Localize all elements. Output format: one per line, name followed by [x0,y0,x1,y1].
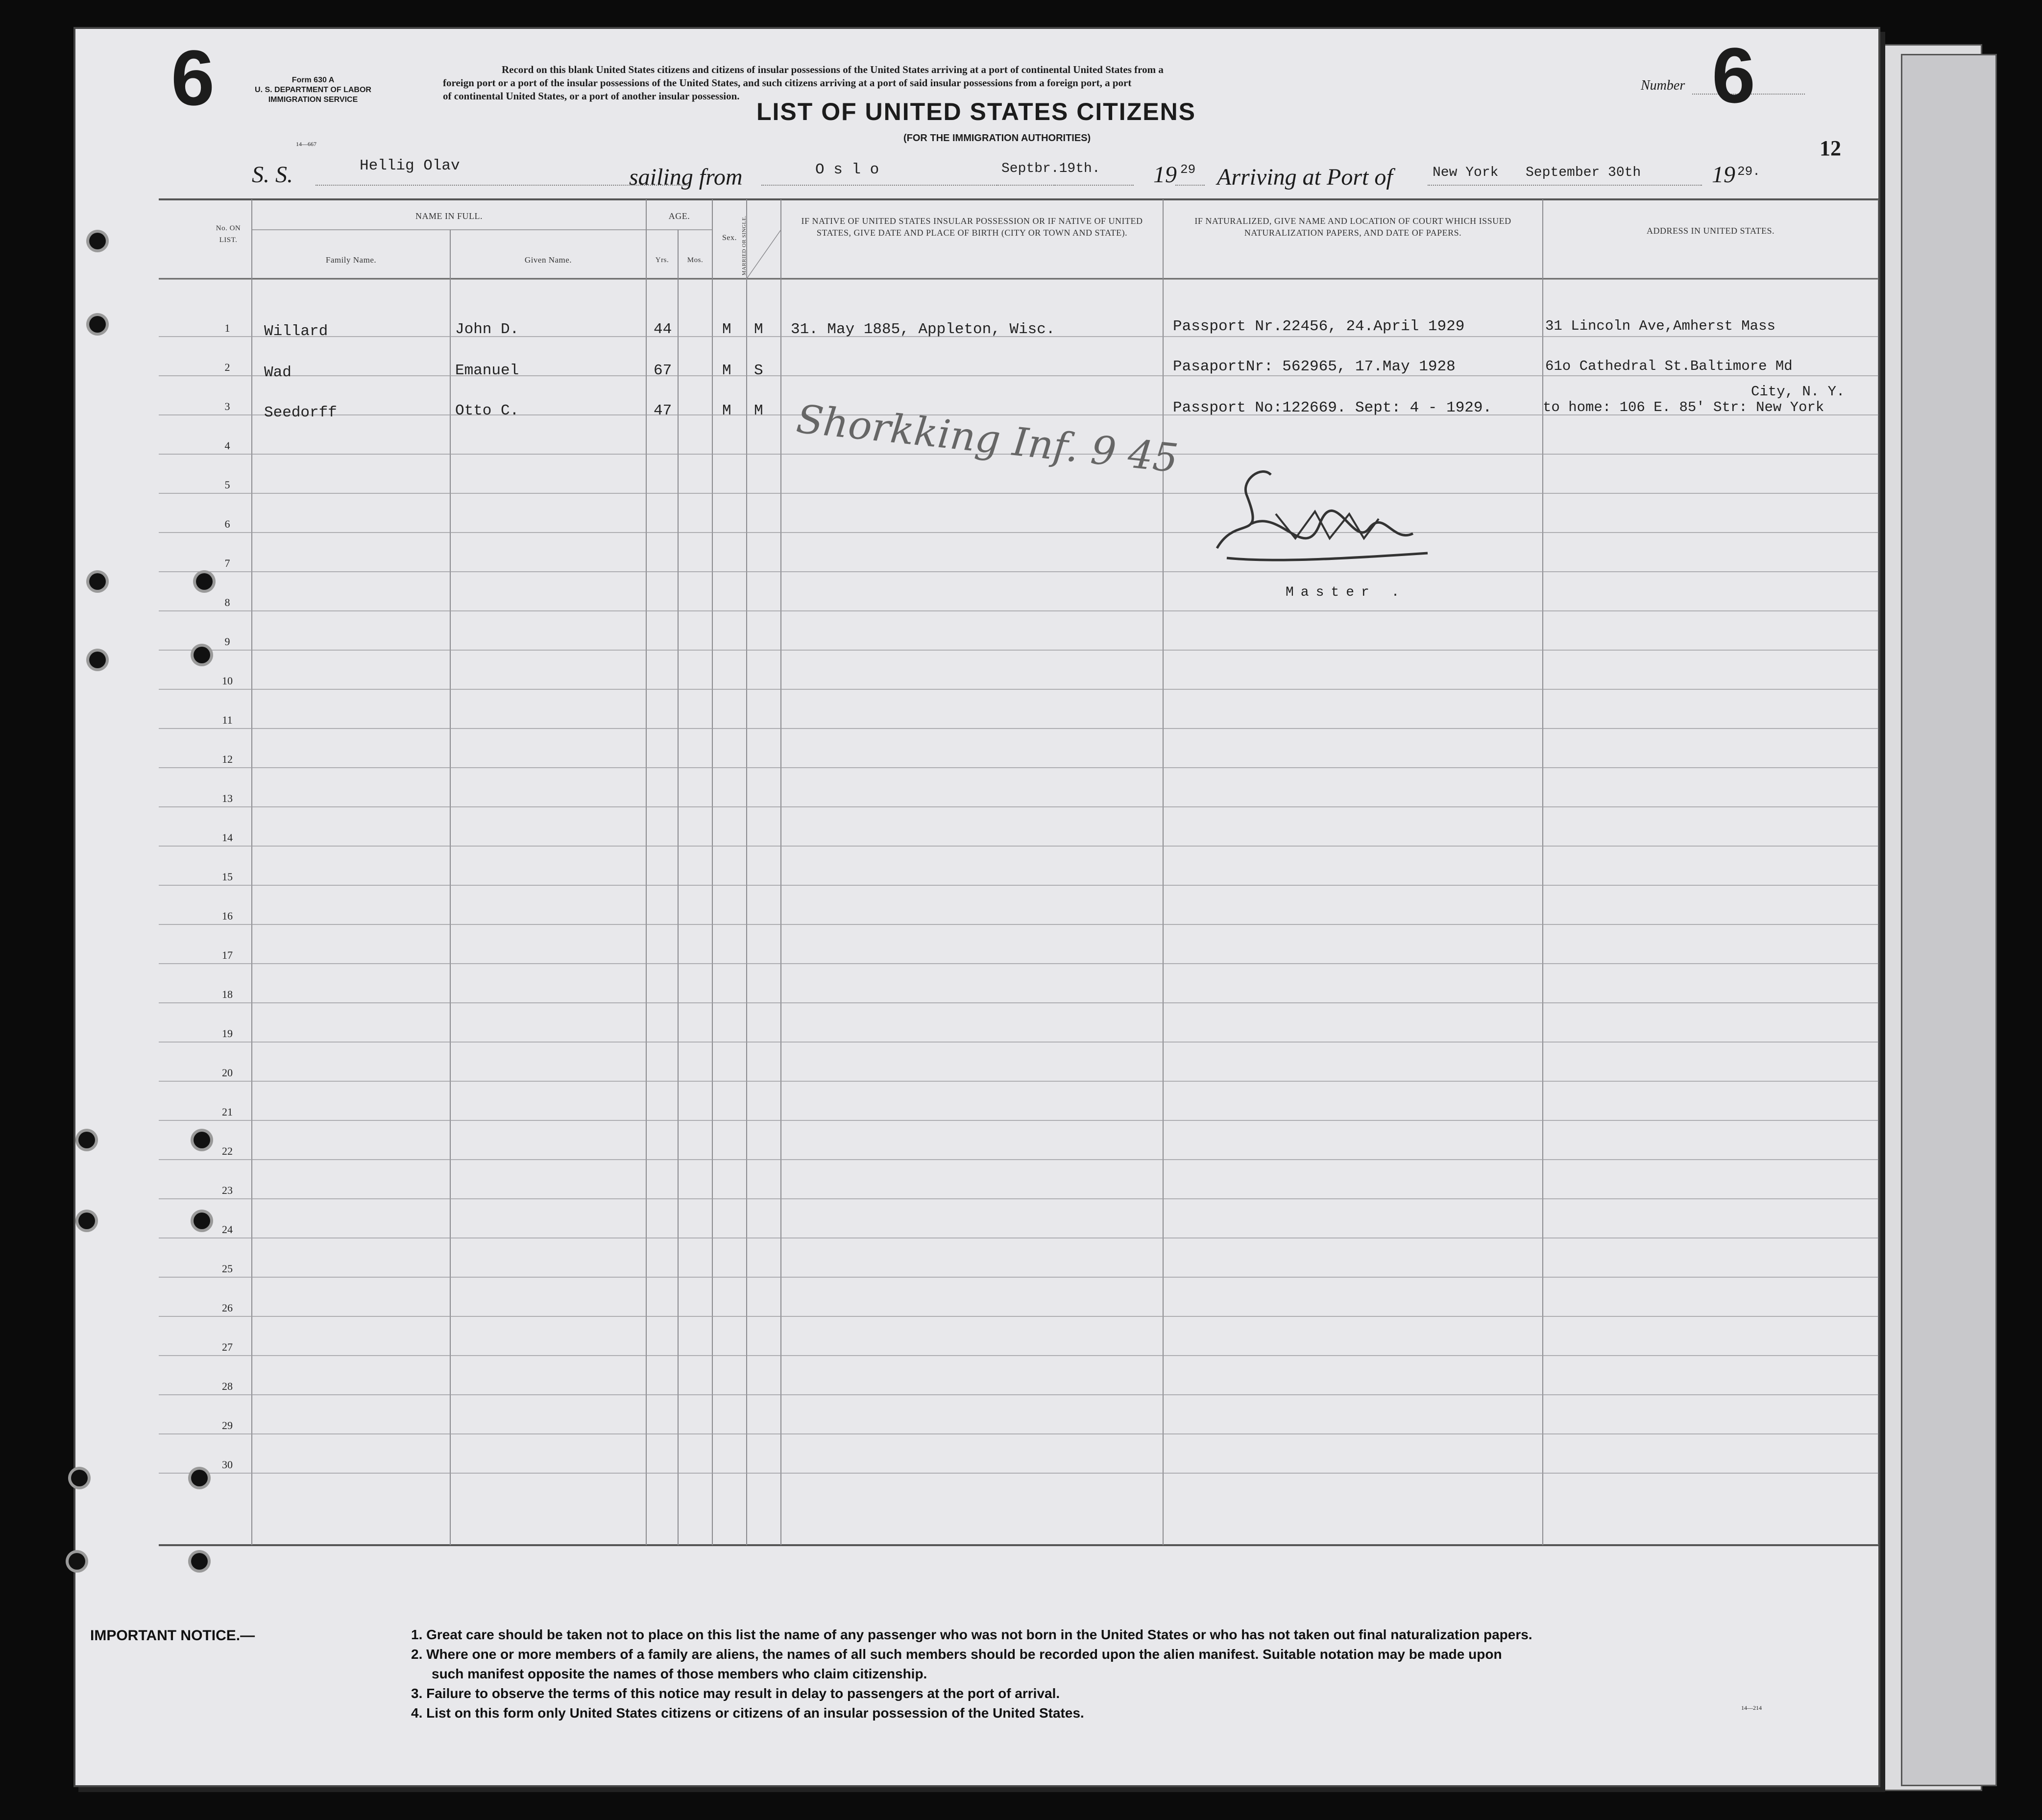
binder-hole [78,1213,95,1229]
given-name-2: Emanuel [455,362,519,379]
under-page-edge [1901,54,1997,1786]
binder-hole [196,573,213,590]
form-id-text: Form 630 A [292,76,335,84]
row-number: 3 [224,400,230,413]
sex-1: M [722,321,731,338]
department-line1: U. S. DEPARTMENT OF LABOR [255,86,371,94]
given-name-3: Otto C. [455,402,519,419]
number-stamp: 6 [1712,31,1755,119]
row-number: 27 [222,1341,233,1353]
date-arrival: September 30th [1526,165,1641,180]
binder-hole [69,1553,85,1570]
header-family-name: Family Name. [325,255,377,265]
papers-2: PasaportNr: 562965, 17.May 1928 [1173,358,1456,375]
family-name-1: Willard [264,323,328,340]
header-married-or-single: MARRIED OR SINGLE. [741,215,747,276]
row-number: 25 [222,1262,233,1275]
row-number: 5 [224,479,230,491]
department-line2: IMMIGRATION SERVICE [268,96,358,104]
ship-name: Hellig Olav [360,157,460,174]
bottom-code: 14—214 [1741,1704,1762,1711]
ledger-grid [75,29,1878,1785]
port-from: O s l o [815,161,879,178]
master-signature [1207,465,1433,578]
row-number: 30 [222,1458,233,1471]
intro-line2: foreign port or a port of the insular possessions of the United States, and such citizens arriving at a port of said insular possessions from a foreign port, a port [443,77,1132,89]
row-number: 22 [222,1145,233,1157]
binder-hole [89,233,106,249]
binder-hole [194,647,210,663]
page-title: LIST OF UNITED STATES CITIZENS [756,98,1196,125]
binder-hole [194,1132,210,1148]
row-number: 10 [222,675,233,687]
sheet-number-stamp: 6 [171,34,215,121]
port-arrival: New York [1433,165,1499,180]
header-age: AGE. [668,211,690,221]
handwritten-annotation: Shorkking Inf. 9 45 [794,396,1181,482]
family-name-2: Wad [264,364,292,381]
number-label: Number [1641,78,1685,93]
notice-heading: IMPORTANT NOTICE.— [90,1627,255,1644]
sex-2: M [722,362,731,379]
header-naturalized: IF NATURALIZED, GIVE NAME AND LOCATION OF COURT WHICH ISSUED NATURALIZATION PAPERS, AND DATE OF PAPERS. [1194,216,1511,238]
age-yrs-2: 67 [654,362,672,379]
intro-line1: Record on this blank United States citizens and citizens of insular possessions of the United States arriving at a port of continental United States from a [502,64,1164,75]
row-number: 21 [222,1106,233,1118]
header-sex: Sex. [722,234,737,242]
header-birth: IF NATIVE OF UNITED STATES INSULAR POSSESSION OR IF NATIVE OF UNITED STATES, GIVE DATE AND PLACE OF BIRTH (CITY OR TOWN AND STATE). [801,216,1143,238]
age-yrs-1: 44 [654,321,672,338]
address-2: 61o Cathedral St.Baltimore Md [1545,358,1793,374]
row-number: 13 [222,792,233,804]
row-number: 16 [222,910,233,922]
row-number: 14 [222,831,233,844]
row-number: 19 [222,1027,233,1040]
address-3: to home: 106 E. 85' Str: New York [1543,399,1824,415]
row-number: 2 [224,361,230,373]
year-prefix-2: 19 [1712,162,1735,188]
notice-block [411,1625,1861,1723]
notice-item-4: 4. List on this form only United States citizens or citizens of an insular possession of the United States. [411,1705,1084,1721]
row-number: 29 [222,1419,233,1432]
header-no-on-list: No. ON LIST. [216,224,241,244]
ss-label: S. S. [252,162,293,188]
header-address: ADDRESS IN UNITED STATES. [1646,226,1775,236]
notice-item-1: 1. Great care should be taken not to place on this list the name of any passenger who was not born in the United States or who has not taken out final naturalization papers. [411,1627,1532,1642]
marital-2: S [754,362,763,379]
binder-hole [194,1213,210,1229]
manifest-page [73,27,1880,1787]
marital-1: M [754,321,763,338]
sex-3: M [722,402,731,419]
binder-hole [89,316,106,333]
row-number: 4 [224,439,230,452]
header-mos: Mos. [687,256,704,264]
row-number: 23 [222,1184,233,1196]
row-number: 9 [224,635,230,648]
date-from: Septbr.19th. [1001,161,1100,176]
marital-3: M [754,402,763,419]
address-3-line1: City, N. Y. [1751,384,1845,400]
print-code: 14—667 [296,141,316,147]
binder-hole [191,1470,208,1486]
row-number: 15 [222,871,233,883]
age-yrs-3: 47 [654,402,672,419]
birth-1: 31. May 1885, Appleton, Wisc. [791,321,1055,338]
row-number: 6 [224,518,230,530]
row-number: 26 [222,1302,233,1314]
header-given-name: Given Name. [524,255,572,265]
papers-1: Passport Nr.22456, 24.April 1929 [1173,318,1465,335]
given-name-1: John D. [455,321,519,338]
row-number: 8 [224,596,230,608]
master-label: Master . [1286,585,1407,600]
year-suffix-1: 29 [1180,162,1196,177]
page-subtitle: (FOR THE IMMIGRATION AUTHORITIES) [903,133,1091,144]
row-number: 7 [224,557,230,569]
row-number: 11 [222,714,233,726]
address-1: 31 Lincoln Ave,Amherst Mass [1545,318,1775,334]
intro-line3: of continental United States, or a port of another insular possession. [443,90,740,102]
header-yrs: Yrs. [655,256,669,264]
binder-hole [71,1470,88,1486]
sailing-label: sailing from [629,164,743,190]
row-number: 1 [224,322,230,334]
notice-item-2b: such manifest opposite the names of those members who claim citizenship. [432,1666,927,1681]
notice-item-2a: 2. Where one or more members of a family are aliens, the names of all such members should be recorded upon the alien manifest. Suitable notation may be made upon [411,1647,1502,1662]
header-name-in-full: NAME IN FULL. [415,211,483,221]
papers-3: Passport No:122669. Sept: 4 - 1929. [1173,399,1492,416]
row-number: 12 [222,753,233,765]
year-prefix-1: 19 [1153,162,1177,188]
row-number: 18 [222,988,233,1000]
row-number: 24 [222,1223,233,1236]
arriving-label: Arriving at Port of [1217,164,1393,190]
binder-hole [89,652,106,668]
year-suffix-2: 29. [1737,164,1760,179]
page-number: 12 [1820,136,1841,160]
row-number: 17 [222,949,233,961]
family-name-3: Seedorff [264,404,337,421]
binder-hole [78,1132,95,1148]
binder-hole [89,573,106,590]
row-number: 28 [222,1380,233,1392]
row-number: 20 [222,1067,233,1079]
notice-item-3: 3. Failure to observe the terms of this notice may result in delay to passengers at the port of arrival. [411,1686,1060,1701]
binder-hole [191,1553,208,1570]
